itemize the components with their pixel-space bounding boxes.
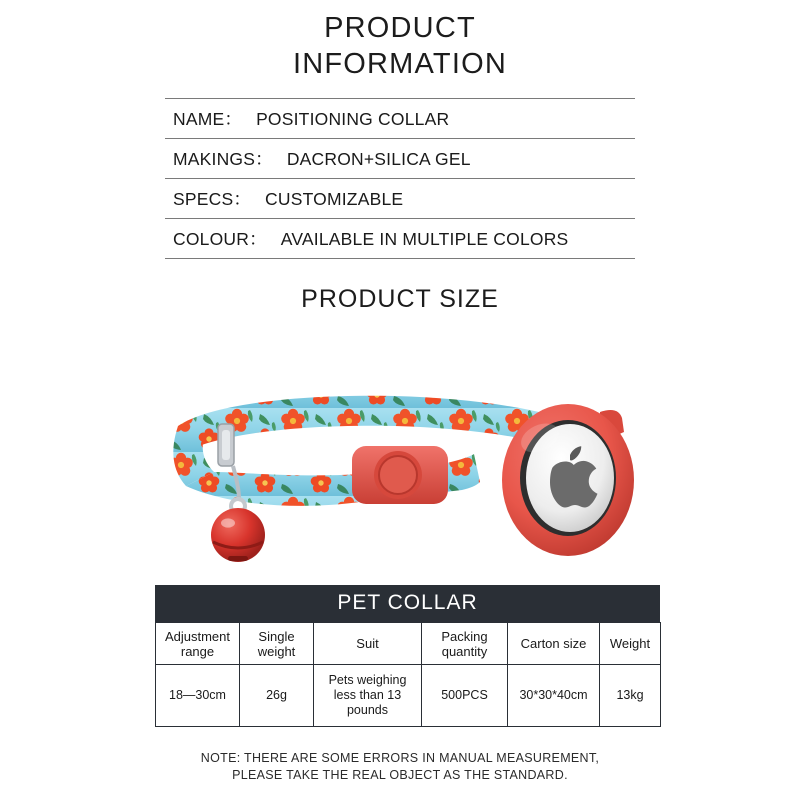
buckle-button <box>352 446 448 504</box>
spec-table-banner: PET COLLAR <box>155 585 660 622</box>
info-label-specs: SPECS： <box>173 189 252 209</box>
cell-packing-quantity: 500PCS <box>422 665 508 727</box>
airtag-holder <box>502 404 634 556</box>
cell-weight: 13kg <box>600 665 661 727</box>
table-header-row <box>156 623 661 665</box>
info-label-colour: COLOUR： <box>173 229 267 249</box>
info-value-name: POSITIONING COLLAR <box>256 109 450 129</box>
info-row-specs <box>165 179 635 219</box>
table-header-single-weight: Single weight <box>240 623 314 665</box>
metal-slider <box>218 424 234 466</box>
section-title-product-size: PRODUCT SIZE <box>301 285 499 313</box>
product-image <box>0 320 800 565</box>
table-row <box>156 665 661 727</box>
info-value-makings: DACRON+SILICA GEL <box>286 149 471 169</box>
info-value-specs: CUSTOMIZABLE <box>265 189 404 209</box>
table-header-carton-size: Carton size <box>508 623 600 665</box>
info-label-name: NAME： <box>173 109 243 129</box>
info-label-makings: MAKINGS： <box>173 149 273 169</box>
page-title-line1: PRODUCT <box>324 12 476 44</box>
spec-table-container <box>155 585 660 727</box>
measurement-note-line1: NOTE: THERE ARE SOME ERRORS IN MANUAL MEASUREMENT, <box>200 751 600 765</box>
table-header-adjustment-range: Adjustment range <box>156 623 240 665</box>
spec-table <box>155 622 661 727</box>
bell-icon <box>211 508 265 562</box>
table-header-suit: Suit <box>314 623 422 665</box>
info-row-colour <box>165 219 635 259</box>
info-row-name <box>165 98 635 139</box>
cell-adjustment-range: 18—30cm <box>156 665 240 727</box>
cell-suit: Pets weighing less than 13 pounds <box>314 665 422 727</box>
cell-single-weight: 26g <box>240 665 314 727</box>
measurement-note <box>0 750 800 784</box>
page-title-line2: INFORMATION <box>292 48 508 80</box>
collar-illustration <box>0 320 800 570</box>
table-header-weight: Weight <box>600 623 661 665</box>
product-info-list <box>165 98 635 259</box>
measurement-note-line2: PLEASE TAKE THE REAL OBJECT AS THE STANDARD. <box>232 768 568 782</box>
info-value-colour: AVAILABLE IN MULTIPLE COLORS <box>280 229 569 249</box>
cell-carton-size: 30*30*40cm <box>508 665 600 727</box>
table-header-packing-quantity: Packing quantity <box>422 623 508 665</box>
page-title <box>0 0 800 82</box>
info-row-makings <box>165 139 635 179</box>
